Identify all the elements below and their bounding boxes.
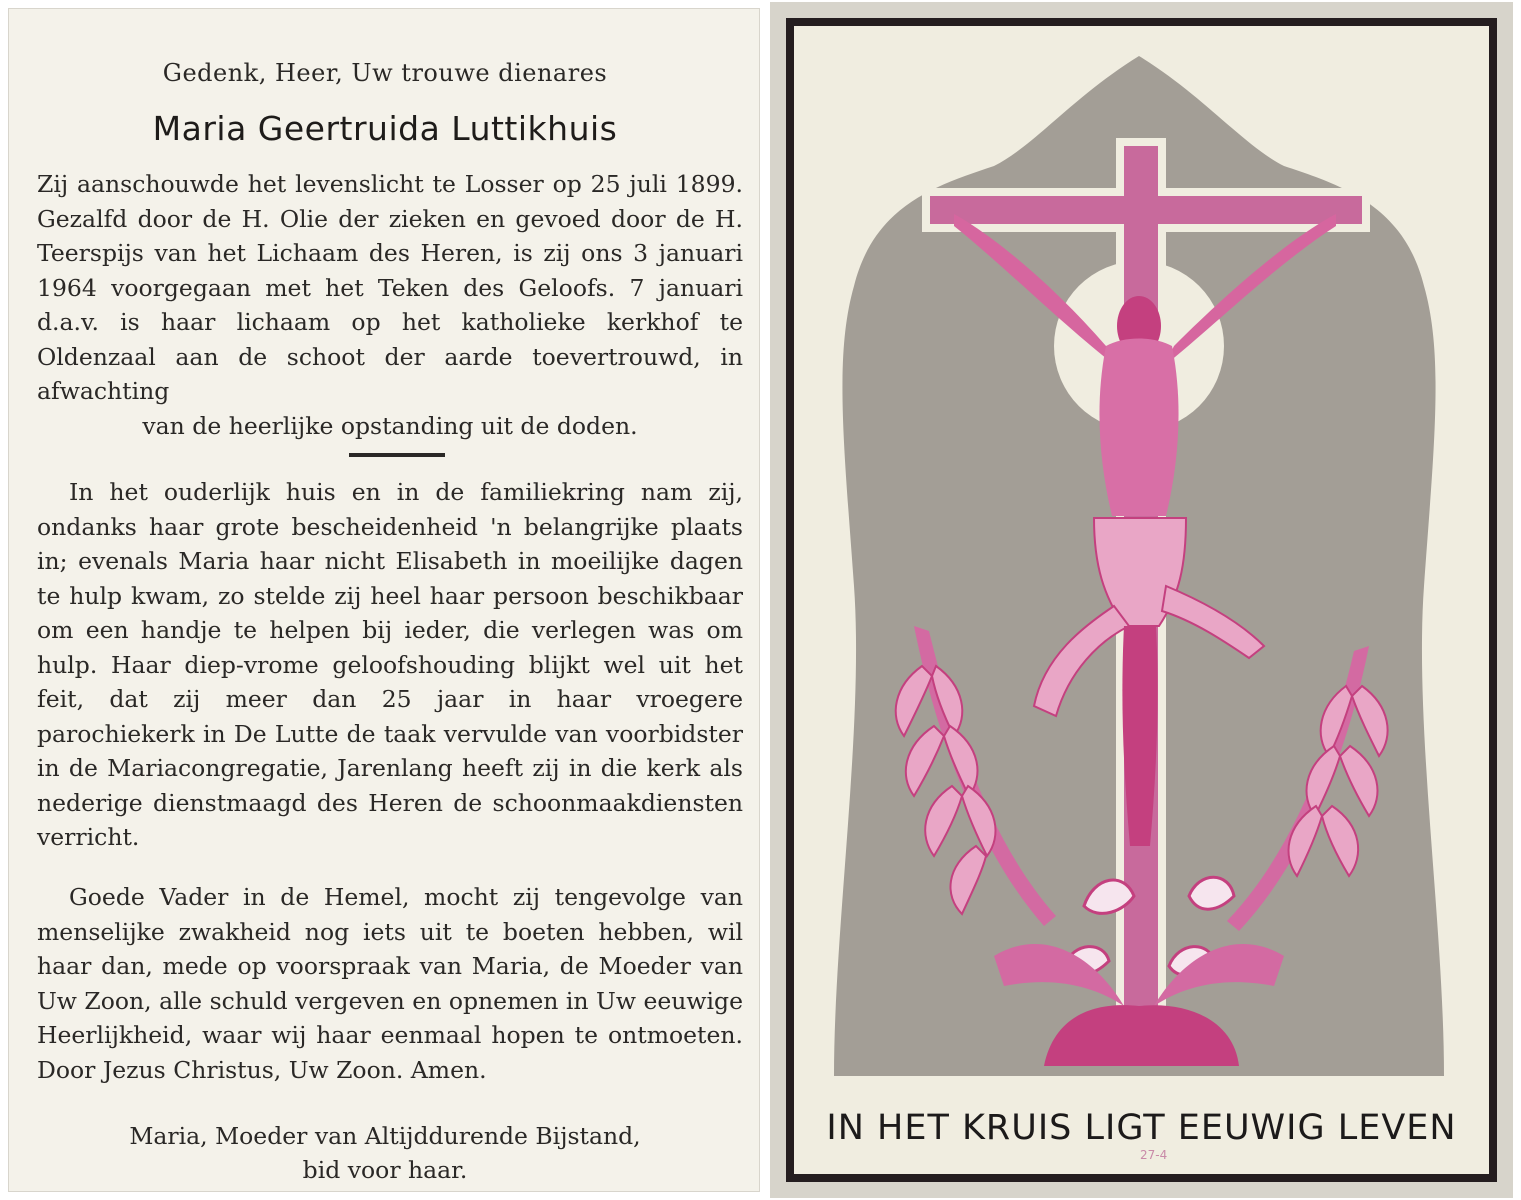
closing-line-1: Maria, Moeder van Altijddurende Bijstand,	[129, 1122, 641, 1150]
biography-paragraph	[37, 167, 743, 443]
family-paragraph: In het ouderlijk huis en in de familiekring nam zij, ondanks haar grote bescheidenheid 'n belangrijke plaats in; evenals Maria haar nicht Elisabeth in moeilijke dagen te hulp kwam, zo stelde zij heel haar persoon beschikbaar om een handje te helpen bij ieder, die verlegen was om hulp. Haar diep-vrome geloofshouding blijkt wel uit het feit, dat zij meer dan 25 jaar in haar vroegere parochiekerk in De Lutte de taak vervulde van voorbidster in de Mariacongregatie, Jarenlang heeft zij in die kerk als nederige dienstmaagd des Heren de schoonmaakdiensten verricht.	[37, 478, 743, 851]
black-mourning-border	[786, 18, 1497, 1182]
memorial-card-image	[770, 2, 1513, 1198]
cross-horizontal-beam	[930, 196, 1362, 224]
printer-mark: 27-4	[1140, 1148, 1168, 1162]
biography-last-line: van de heerlijke opstanding uit de doden.	[142, 411, 638, 440]
invocation-line: Gedenk, Heer, Uw trouwe dienares	[162, 59, 608, 87]
memorial-card-text	[8, 8, 760, 1192]
crucifix-illustration	[794, 26, 1489, 1174]
deceased-name: Maria Geertruida Luttikhuis	[152, 109, 618, 148]
image-panel	[794, 26, 1489, 1174]
torso	[1099, 339, 1178, 517]
legs	[1122, 626, 1157, 846]
motto-text: IN HET KRUIS LIGT EEUWIG LEVEN	[826, 1108, 1457, 1148]
closing-line-2: bid voor haar.	[302, 1156, 468, 1184]
biography-text: Zij aanschouwde het levenslicht te Losser op 25 juli 1899. Gezalfd door de H. Olie der zieken en gevoed door de H. Teerspijs van het Lichaam des Heren, is zij ons 3 januari 1964 voorgegaan met het Teken des Geloofs. 7 januari d.a.v. is haar lichaam op het katholieke kerkhof te Oldenzaal aan de schoot der aarde toevertrouwd, in afwachting	[37, 170, 743, 405]
section-divider	[349, 453, 445, 457]
closing-invocation	[9, 1119, 761, 1187]
prayer-paragraph: Goede Vader in de Hemel, mocht zij tengevolge van menselijke zwakheid nog iets uit te boeten hebben, wil haar dan, mede op voorspraak van Maria, de Moeder van Uw Zoon, alle schuld vergeven en opnemen in Uw eeuwige Heerlijkheid, waar wij haar eenmaal hopen te ontmoeten. Door Jezus Christus, Uw Zoon. Amen.	[37, 883, 743, 1084]
